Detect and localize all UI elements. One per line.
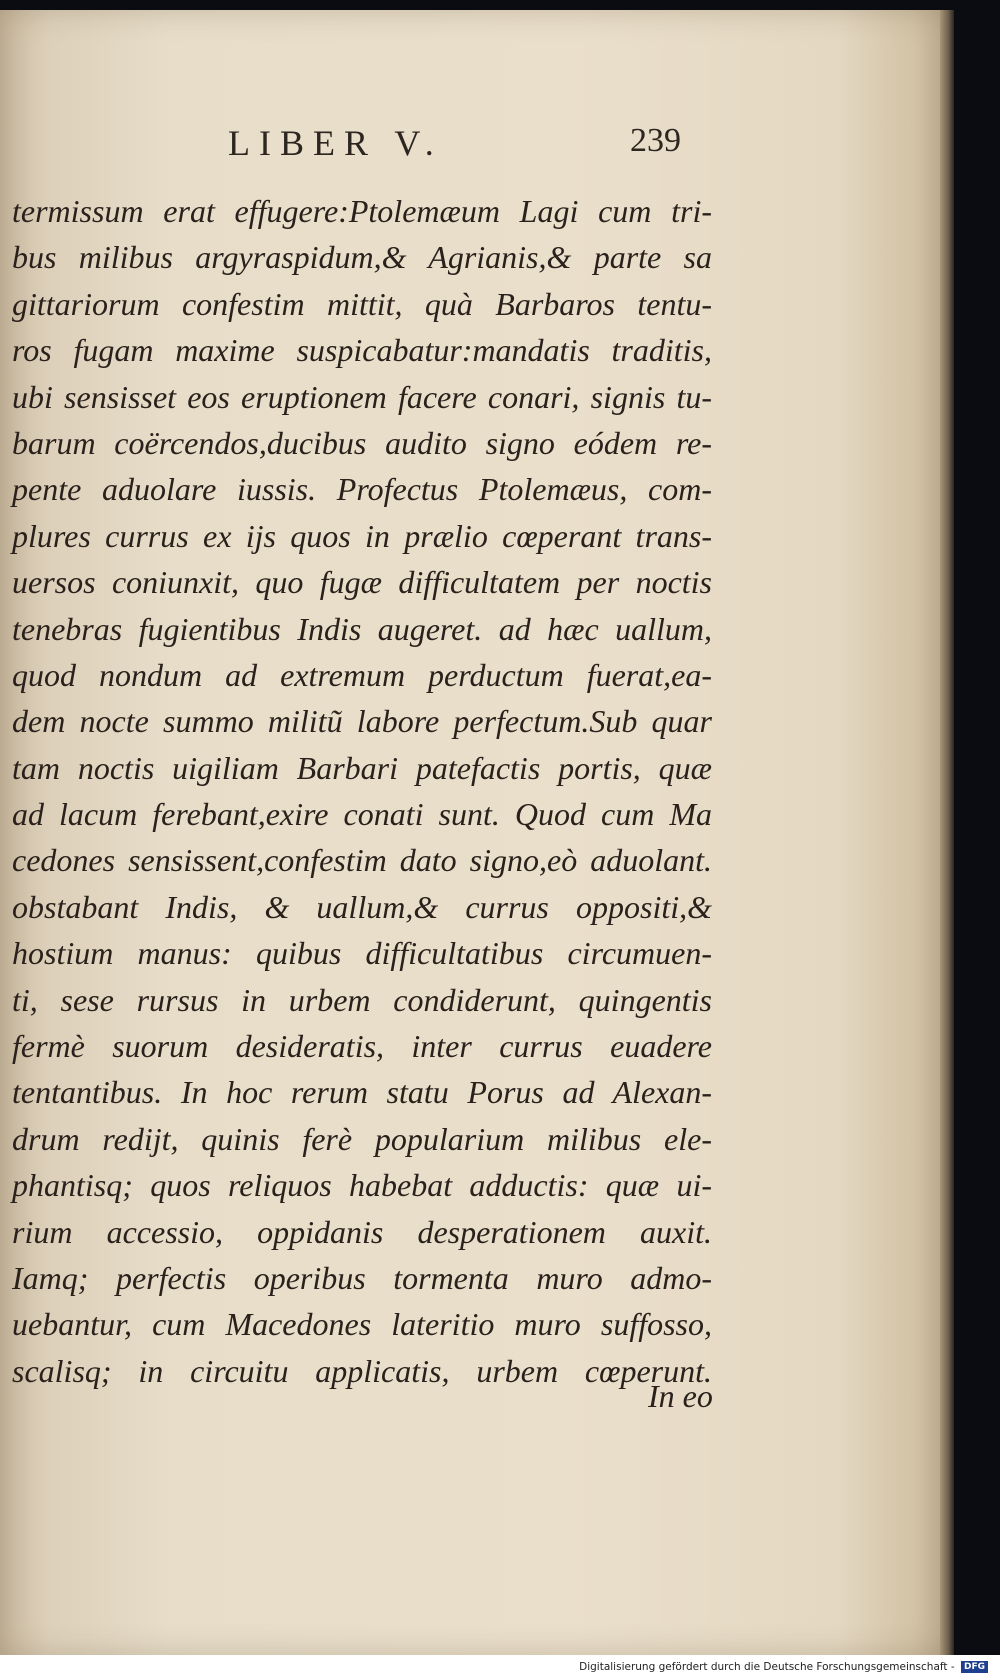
- text-line: ti, sese rursus in urbem condiderunt, quingentis: [12, 981, 712, 1018]
- text-line: cedones sensissent,confestim dato signo,eò aduolant.: [12, 842, 712, 879]
- text-line: uebantur, cum Macedones lateritio muro suffosso,: [12, 1306, 712, 1343]
- dfg-logo: DFG: [961, 1661, 988, 1673]
- text-line: Iamq; perfectis operibus tormenta muro admo-: [12, 1259, 712, 1296]
- text-line: tenebras fugientibus Indis augeret. ad hæc uallum,: [12, 610, 712, 647]
- text-line: barum coërcendos,ducibus audito signo eódem re-: [12, 424, 712, 461]
- text-line: termissum erat effugere:Ptolemæum Lagi cum tri-: [12, 193, 712, 229]
- text-line: obstabant Indis, & uallum,& currus oppositi,&: [12, 888, 712, 925]
- text-line: dem nocte summo militũ labore perfectum.Sub quar: [12, 703, 712, 740]
- text-line: bus milibus argyraspidum,& Agrianis,& parte sa: [12, 239, 712, 276]
- text-line: phantisq; quos reliquos habebat adductis: quæ ui-: [12, 1167, 712, 1204]
- text-line: fermè suorum desideratis, inter currus euadere: [12, 1028, 712, 1065]
- text-line: plures currus ex ijs quos in prælio cœperant trans-: [12, 517, 712, 554]
- text-line: pente aduolare iussis. Profectus Ptolemæus, com-: [12, 471, 712, 508]
- text-line: quod nondum ad extremum perductum fuerat,ea-: [12, 656, 712, 693]
- body-text: [12, 188, 712, 1394]
- text-line: rium accessio, oppidanis desperationem auxit.: [12, 1213, 712, 1250]
- text-line: tentantibus. In hoc rerum statu Porus ad Alexan-: [12, 1074, 712, 1111]
- text-line: tam noctis uigiliam Barbari patefactis portis, quæ: [12, 749, 712, 786]
- page-edge: [940, 10, 954, 1655]
- text-line: ad lacum ferebant,exire conati sunt. Quod cum Ma: [12, 796, 712, 833]
- page-number: 239: [630, 122, 681, 159]
- text-line: gittariorum confestim mittit, quà Barbaros tentu-: [12, 285, 712, 322]
- text-line: ros fugam maxime suspicabatur:mandatis traditis,: [12, 332, 712, 369]
- digitization-credit: [579, 1661, 988, 1673]
- text-line: ubi sensisset eos eruptionem facere conari, signis tu-: [12, 378, 712, 415]
- text-line: drum redijt, quinis ferè popularium milibus ele-: [12, 1120, 712, 1157]
- credit-text: Digitalisierung gefördert durch die Deutsche Forschungsgemeinschaft -: [579, 1661, 955, 1673]
- text-line: hostium manus: quibus difficultatibus circumuen-: [12, 935, 712, 972]
- running-head: LIBER V.: [228, 123, 443, 163]
- text-line: scalisq; in circuitu applicatis, urbem cœperunt.: [12, 1352, 712, 1389]
- catchword: In eo: [648, 1378, 713, 1414]
- book-page: [0, 10, 952, 1655]
- text-line: uersos coniunxit, quo fugæ difficultatem per noctis: [12, 564, 712, 601]
